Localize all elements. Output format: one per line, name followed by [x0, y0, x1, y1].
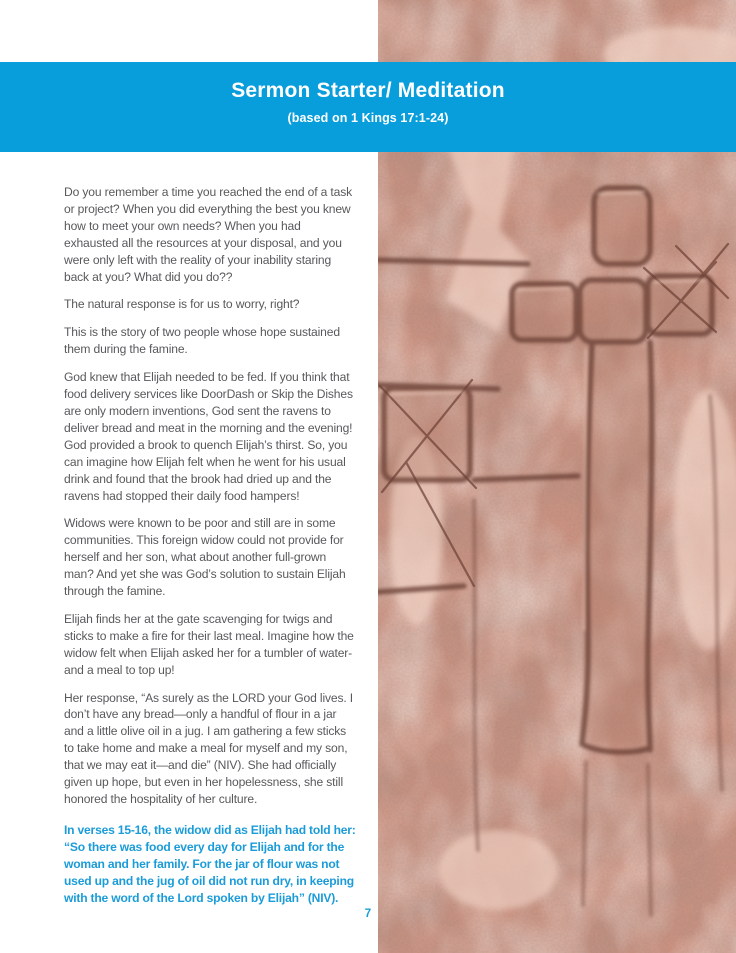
paragraph: This is the story of two people whose hope sustained them during the famine. — [64, 325, 340, 357]
scripture-quote: In verses 15-16, the widow did as Elijah had told her: “So there was food every day for Elijah and for the woman and her family. For the jar of flour was not used up and the jug of oil did not run dry, in keeping with the word of the Lord spoken by Elijah” (NIV). — [64, 822, 356, 905]
paragraph: Elijah finds her at the gate scavenging for twigs and sticks to make a fire for their last meal. Imagine how the widow felt when Elijah asked her for a tumbler of water- and a meal to top up! — [64, 611, 354, 677]
page-title: Sermon Starter/ Meditation — [231, 79, 505, 102]
page-subtitle: (based on 1 Kings 17:1-24) — [287, 111, 449, 125]
paragraph: Her response, “As surely as the LORD your God lives. I don’t have any bread—only a handful of flour in a jar and a little olive oil in a jug. I am gathering a few sticks to take home and make a meal for myself and my son, that we may eat it—and die” (NIV). She had officially given up hope, but even in her hopelessness, she still honored the hospitality of her culture. — [64, 690, 353, 806]
title-banner — [0, 62, 736, 152]
paragraph: God knew that Elijah needed to be fed. If you think that food delivery services like DoorDash or Skip the Dishes are only modern inventions, God sent the ravens to deliver bread and meat in the morning and the evening! God provided a brook to quench Elijah’s thirst. So, you can imagine how Elijah felt when he went for his usual drink and found that the brook had dried up and the ravens had stopped their daily food hampers! — [64, 370, 353, 503]
sermon-text — [64, 184, 357, 917]
page-number: 7 — [364, 908, 372, 920]
paragraph: Widows were known to be poor and still are in some communities. This foreign widow could not provide for herself and her son, what about another full-grown man? And yet she was God’s solution to sustain Elijah through the famine. — [64, 516, 346, 599]
paragraph: Do you remember a time you reached the end of a task or project? When you did everything the best you knew how to meet your own needs? When you had exhausted all the resources at your disposal, and you were only left with the reality of your inability staring back at you? What did you do?? — [64, 185, 352, 284]
paragraph: The natural response is for us to worry, right? — [64, 297, 300, 312]
